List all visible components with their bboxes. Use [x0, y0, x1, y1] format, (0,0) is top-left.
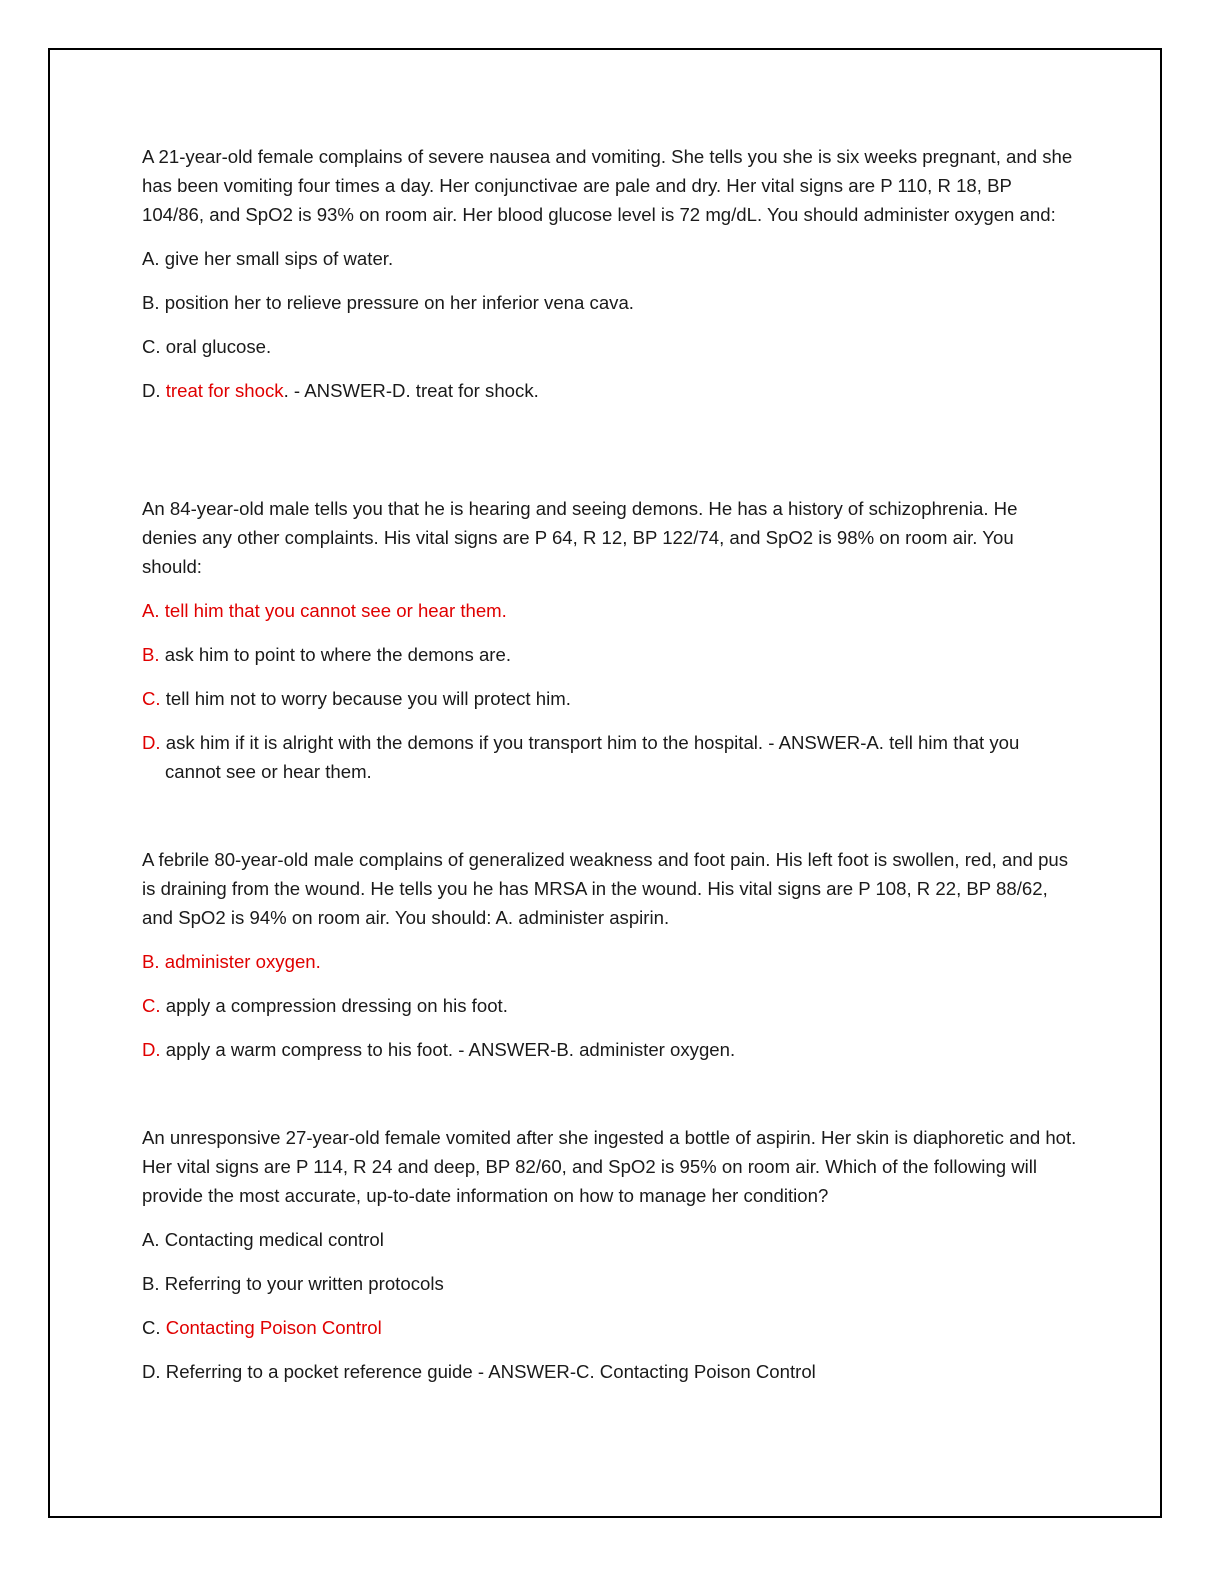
question-3 [142, 845, 1077, 1064]
option-c-prefix: C. [142, 1317, 166, 1338]
question-3-option-b: B. administer oxygen. [142, 951, 321, 972]
question-1-option-a: A. give her small sips of water. [142, 248, 394, 269]
highlighted-answer: treat for shock [165, 380, 284, 401]
question-4-stem: An unresponsive 27-year-old female vomited after she ingested a bottle of aspirin. Her skin is diaphoretic and hot. Her vital signs are P 114, R 24 and deep, BP 82/60, and SpO2 is 95% on room air. Which of the following will provide the most accurate, up-to-date information on how to manage her condition? [142, 1127, 1077, 1206]
question-2-option-a: A. tell him that you cannot see or hear them. [142, 600, 507, 621]
question-2 [142, 494, 1077, 786]
option-text: ask him to point to where the demons are. [159, 644, 511, 665]
question-2-option-d [142, 728, 1077, 786]
question-1-option-b: B. position her to relieve pressure on her inferior vena cava. [142, 292, 634, 313]
question-1 [142, 142, 1077, 405]
highlighted-answer: Contacting Poison Control [165, 1317, 382, 1338]
option-letter: D. [142, 1039, 161, 1060]
answer-text: . - ANSWER-D. treat for shock. [283, 380, 539, 401]
option-letter: C. [142, 688, 161, 709]
question-2-stem: An 84-year-old male tells you that he is hearing and seeing demons. He has a history of schizophrenia. He denies any other complaints. His vital signs are P 64, R 12, BP 122/74, and SpO2 is 98% on room air. You should: [142, 498, 1018, 577]
question-3-option-d [142, 1035, 1077, 1064]
question-4-option-b: B. Referring to your written protocols [142, 1273, 444, 1294]
question-2-option-c [142, 684, 1077, 713]
question-3-option-c [142, 991, 1077, 1020]
question-2-option-b [142, 640, 1077, 669]
question-1-option-c: C. oral glucose. [142, 336, 272, 357]
option-text: ask him if it is alright with the demons if you transport him to the hospital. - ANSWER-A. tell him that you cannot see or hear them. [160, 732, 1020, 782]
question-1-stem: A 21-year-old female complains of severe nausea and vomiting. She tells you she is six weeks pregnant, and she has been vomiting four times a day. Her conjunctivae are pale and dry. Her vital signs are P 110, R 18, BP 104/86, and SpO2 is 93% on room air. Her blood glucose level is 72 mg/dL. You should administer oxygen and: [142, 146, 1073, 225]
question-3-stem: A febrile 80-year-old male complains of generalized weakness and foot pain. His left foot is swollen, red, and pus is draining from the wound. He tells you he has MRSA in the wound. His vital signs are P 108, R 22, BP 88/62, and SpO2 is 94% on room air. You should: A. administer aspirin. [142, 849, 1069, 928]
option-d-prefix: D. [142, 380, 166, 401]
option-letter: B. [142, 644, 160, 665]
question-4-option-c [142, 1313, 1077, 1342]
question-1-option-d [142, 376, 1077, 405]
option-text: apply a warm compress to his foot. - ANSWER-B. administer oxygen. [160, 1039, 736, 1060]
option-text: apply a compression dressing on his foot. [160, 995, 508, 1016]
option-letter: D. [142, 732, 161, 753]
question-4-option-d: D. Referring to a pocket reference guide - ANSWER-C. Contacting Poison Control [142, 1361, 816, 1382]
question-4-option-a: A. Contacting medical control [142, 1229, 384, 1250]
question-4 [142, 1123, 1077, 1386]
option-text: tell him not to worry because you will protect him. [160, 688, 571, 709]
option-letter: C. [142, 995, 161, 1016]
